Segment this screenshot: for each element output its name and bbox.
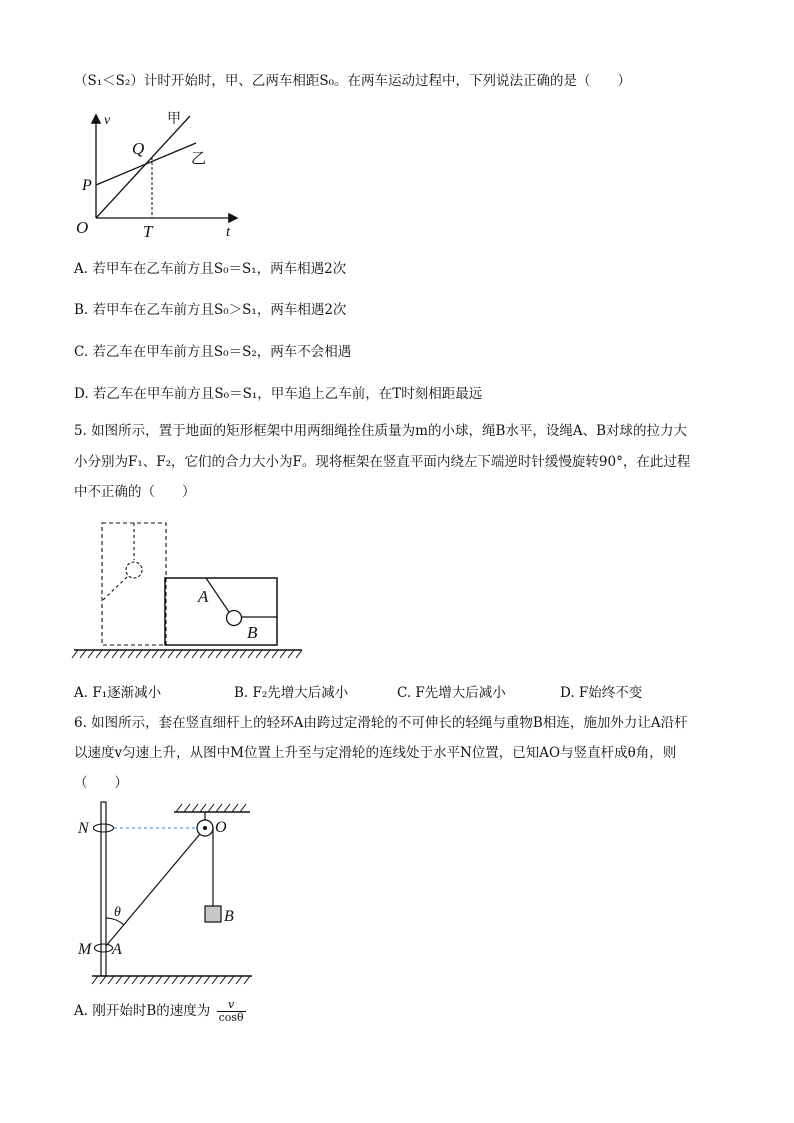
ceiling-hatch: [176, 804, 246, 812]
label-b: B: [247, 623, 258, 642]
q5-stem-line3: 中不正确的（ ）: [74, 484, 196, 500]
fraction-denominator: cosθ: [218, 1011, 244, 1024]
label-p: P: [82, 177, 92, 194]
q6-stem-line3: （ ）: [74, 775, 128, 791]
line-jia: [96, 116, 190, 218]
q5-option-b: B. F₂先增大后减小: [234, 685, 349, 701]
q5-frame-figure: [72, 520, 312, 670]
line-yi: [96, 143, 196, 185]
vertical-rod: [101, 802, 106, 976]
label-a: A: [112, 941, 122, 958]
q4-stem: （S₁＜S₂）计时开始时，甲、乙两车相距S₀。在两车运动过程中，下列说法正确的是（ ）: [74, 73, 631, 89]
q5-option-d: D. F始终不变: [560, 685, 643, 701]
pulley-axle: [203, 826, 207, 830]
label-o: O: [215, 819, 227, 836]
label-n: N: [78, 820, 89, 837]
label-a: A: [198, 587, 209, 606]
label-q: Q: [132, 139, 145, 158]
label-m: M: [78, 941, 92, 958]
rotated-ball-dashed: [126, 562, 142, 578]
ground-hatch: [92, 976, 250, 984]
q5-stem-line1: 5. 如图所示，置于地面的矩形框架中用两细绳拴住质量为m的小球，绳B水平，设绳A、B对球的拉力大: [74, 423, 688, 439]
rotated-rope-b-dashed: [103, 577, 127, 600]
q5-option-a: A. F₁逐渐减小: [74, 685, 162, 701]
q5-stem-line2: 小分别为F₁、F₂，它们的合力大小为F。现将框架在竖直平面内绕左下端逆时针缓慢旋转90°，在此过程: [74, 454, 691, 470]
rope-a: [206, 578, 229, 612]
q4-option-b: B. 若甲车在乙车前方且S₀＞S₁，两车相遇2次: [74, 302, 347, 318]
label-b: B: [224, 908, 234, 925]
label-yi: 乙: [191, 151, 207, 167]
q6-stem-line2: 以速度v匀速上升，从图中M位置上升至与定滑轮的连线处于水平N位置，已知AO与竖直杆成θ角，则: [74, 745, 677, 761]
ball: [227, 611, 242, 626]
label-v: v: [104, 113, 111, 128]
q6-option-a: [74, 997, 246, 1025]
q4-option-a: A. 若甲车在乙车前方且S₀＝S₁，两车相遇2次: [74, 261, 347, 277]
q4-vt-graph: [70, 110, 250, 245]
label-o: O: [76, 218, 89, 237]
q6-option-a-text: A. 刚开始时B的速度为: [74, 1003, 211, 1019]
rope-a-o: [106, 834, 200, 946]
q6-pulley-figure: [72, 798, 272, 988]
fraction-numerator: v: [217, 999, 246, 1012]
label-t-point: T: [143, 222, 153, 241]
q4-option-c: C. 若乙车在甲车前方且S₀＝S₂，两车不会相遇: [74, 344, 352, 360]
weight-b: [205, 906, 221, 922]
label-jia: 甲: [167, 112, 181, 127]
label-t: t: [226, 224, 231, 240]
q6-option-a-fraction: [217, 999, 246, 1024]
q5-option-c: C. F先增大后减小: [397, 685, 506, 701]
ground-hatch: [72, 650, 302, 658]
label-theta: θ: [114, 905, 121, 920]
q6-stem-line1: 6. 如图所示，套在竖直细杆上的轻环A由跨过定滑轮的不可伸长的轻绳与重物B相连，施加外力让A沿杆: [74, 715, 688, 731]
q4-option-d: D. 若乙车在甲车前方且S₀＝S₁，甲车追上乙车前，在T时刻相距最远: [74, 386, 483, 402]
frame-solid: [165, 578, 277, 645]
